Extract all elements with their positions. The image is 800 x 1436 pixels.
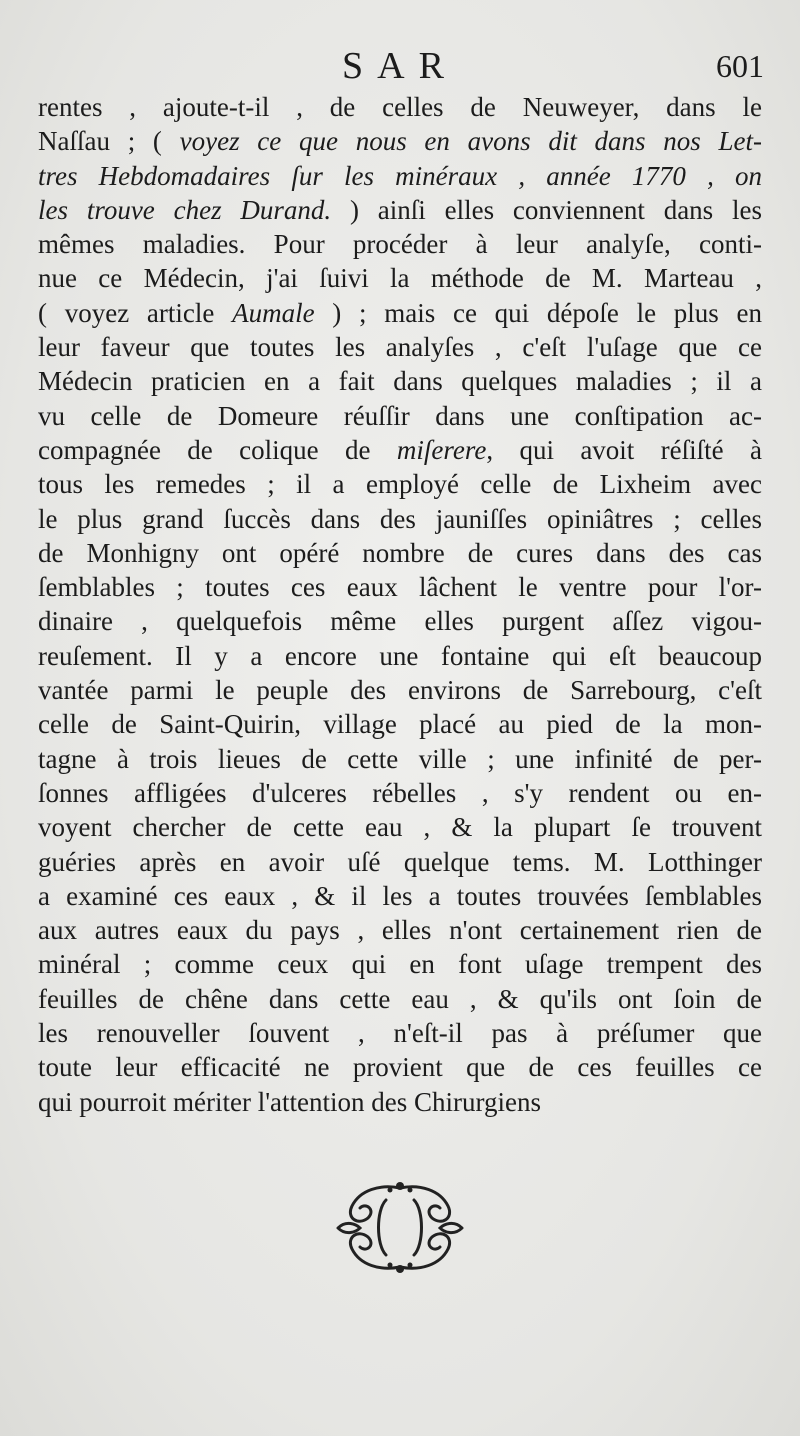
italic-text-run: voyez ce que nous en avons dit dans nos Let- bbox=[179, 126, 762, 157]
text-line bbox=[38, 742, 762, 776]
running-head bbox=[0, 44, 800, 94]
text-line bbox=[38, 879, 762, 913]
text-line bbox=[38, 707, 762, 741]
text-line bbox=[38, 913, 762, 947]
text-run: tagne à trois lieues de cette ville ; une infinité de per- bbox=[38, 743, 762, 774]
text-run: de Monhigny ont opéré nombre de cures dans des cas bbox=[38, 537, 762, 568]
text-line bbox=[38, 296, 762, 330]
text-run: voyent chercher de cette eau , & la plupart ſe trouvent bbox=[38, 812, 762, 843]
text-line bbox=[38, 1085, 762, 1119]
text-line bbox=[38, 673, 762, 707]
text-run: les renouveller ſouvent , n'eſt-il pas à préſumer que bbox=[38, 1018, 762, 1049]
text-line bbox=[38, 467, 762, 501]
italic-text-run: miſerere bbox=[396, 434, 487, 465]
text-line bbox=[38, 124, 762, 158]
italic-text-run: Aumale bbox=[232, 297, 315, 328]
text-line bbox=[38, 845, 762, 879]
fleuron-ornament-icon bbox=[330, 1180, 470, 1275]
text-run: vu celle de Domeure réuſſir dans une conſtipation ac- bbox=[38, 400, 762, 431]
text-line bbox=[38, 982, 762, 1016]
text-line bbox=[38, 639, 762, 673]
text-line bbox=[38, 159, 762, 193]
text-run: ( voyez article bbox=[38, 297, 233, 328]
text-run: compagnée de colique de bbox=[38, 434, 397, 465]
text-line bbox=[38, 227, 762, 261]
text-run: toute leur efficacité ne provient que de ces feuilles ce bbox=[38, 1052, 762, 1083]
running-title: SAR bbox=[342, 45, 458, 87]
text-line bbox=[38, 330, 762, 364]
text-line bbox=[38, 364, 762, 398]
text-run: tous les remedes ; il a employé celle de Lixheim avec bbox=[38, 469, 762, 500]
text-line bbox=[38, 536, 762, 570]
text-run: leur faveur que toutes les analyſes , c'eſt l'uſage que ce bbox=[38, 332, 762, 363]
italic-text-run: les trouve chez Durand. bbox=[38, 194, 332, 225]
text-run: ) ainſi elles conviennent dans les bbox=[331, 194, 762, 225]
text-run: nue ce Médecin, j'ai ſuivi la méthode de M. Marteau , bbox=[38, 263, 762, 294]
text-run: ſonnes affligées d'ulceres rébelles , s'y rendent ou en- bbox=[38, 777, 762, 808]
text-line bbox=[38, 193, 762, 227]
text-run: celle de Saint-Quirin, village placé au pied de la mon- bbox=[38, 709, 762, 740]
text-run: ſemblables ; toutes ces eaux lâchent le ventre pour l'or- bbox=[38, 572, 762, 603]
page-number: 601 bbox=[716, 48, 764, 84]
text-run: ) ; mais ce qui dépoſe le plus en bbox=[314, 297, 763, 328]
text-run: Naſſau ; ( bbox=[38, 126, 180, 157]
text-line bbox=[38, 90, 762, 124]
text-run: le plus grand ſuccès dans des jauniſſes opiniâtres ; celles bbox=[38, 503, 762, 534]
text-line bbox=[38, 433, 762, 467]
body-text bbox=[38, 90, 762, 1119]
text-line bbox=[38, 1050, 762, 1084]
italic-text-run: tres Hebdomadaires ſur les minéraux , année 1770 , on bbox=[38, 160, 762, 191]
text-line bbox=[38, 1016, 762, 1050]
text-line bbox=[38, 776, 762, 810]
text-run: reuſement. Il y a encore une fontaine qui eſt beaucoup bbox=[38, 640, 762, 671]
text-run: dinaire , quelquefois même elles purgent aſſez vigou- bbox=[38, 606, 762, 637]
text-line bbox=[38, 570, 762, 604]
text-run: qui pourroit mériter l'attention des Chirurgiens bbox=[38, 1086, 542, 1117]
text-run: a examiné ces eaux , & il les a toutes trouvées ſemblables bbox=[38, 880, 762, 911]
text-line bbox=[38, 810, 762, 844]
text-line bbox=[38, 399, 762, 433]
text-run: vantée parmi le peuple des environs de Sarrebourg, c'eſt bbox=[38, 675, 762, 706]
text-line bbox=[38, 261, 762, 295]
text-run: guéries après en avoir uſé quelque tems. M. Lotthinger bbox=[38, 846, 762, 877]
text-line bbox=[38, 947, 762, 981]
text-line bbox=[38, 604, 762, 638]
text-run: rentes , ajoute-t-il , de celles de Neuweyer, dans le bbox=[38, 92, 762, 122]
text-run: , qui avoit réſiſté à bbox=[486, 434, 762, 465]
text-run: aux autres eaux du pays , elles n'ont certainement rien de bbox=[38, 915, 762, 946]
text-run: minéral ; comme ceux qui en font uſage trempent des bbox=[38, 949, 762, 980]
text-run: Médecin praticien en a fait dans quelques maladies ; il a bbox=[38, 366, 762, 397]
text-run: feuilles de chêne dans cette eau , & qu'ils ont ſoin de bbox=[38, 983, 762, 1014]
text-line bbox=[38, 502, 762, 536]
text-run: mêmes maladies. Pour procéder à leur analyſe, conti- bbox=[38, 229, 762, 260]
